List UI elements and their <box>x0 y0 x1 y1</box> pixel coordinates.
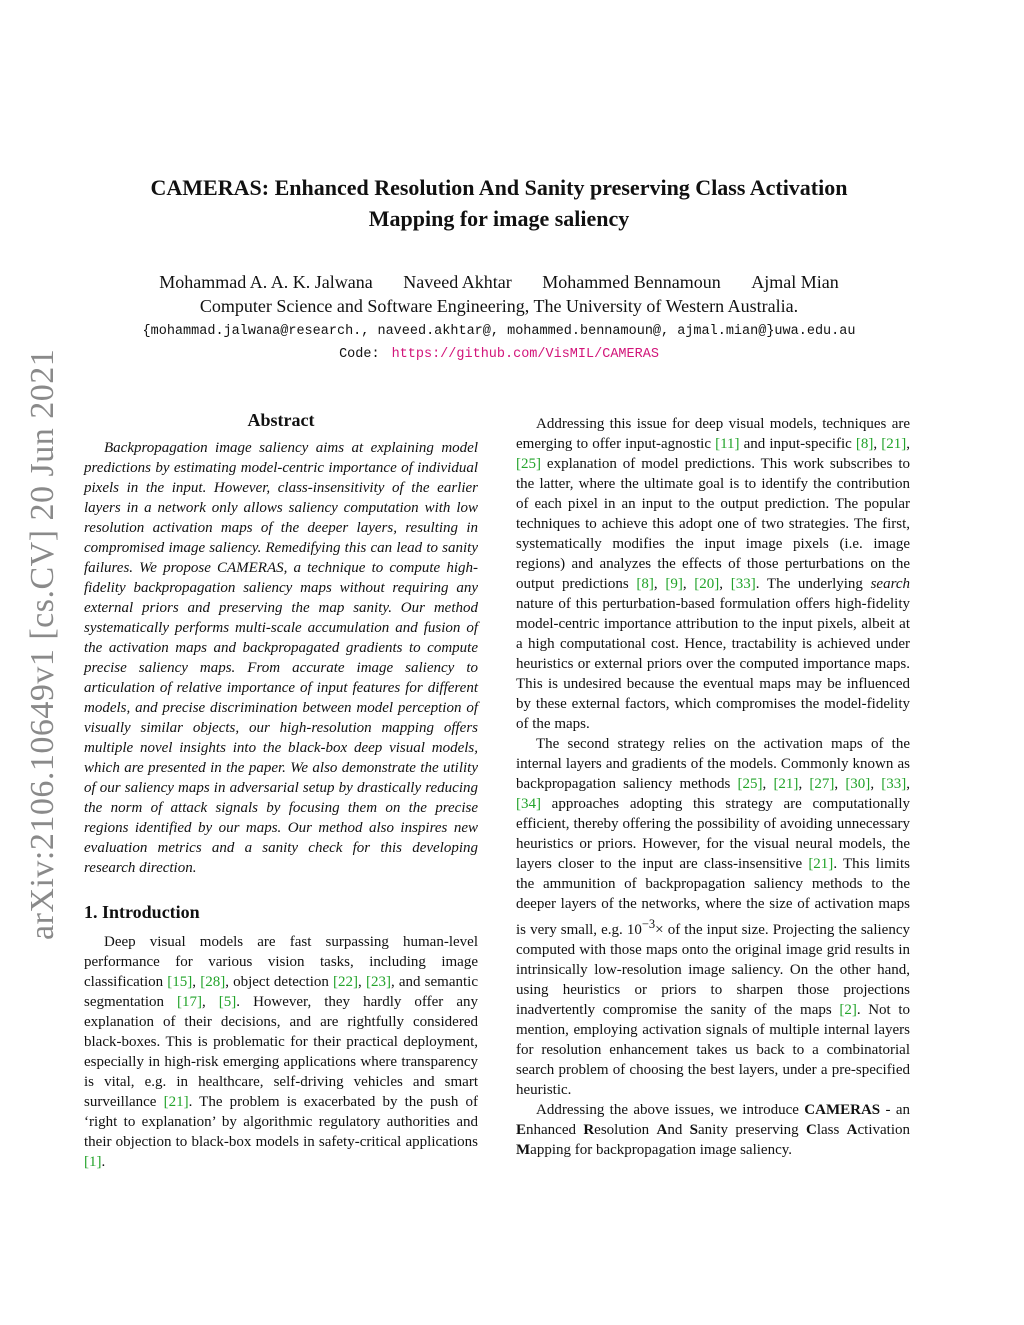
right-paragraph-1: Addressing this issue for deep visual models, techniques are emerging to offer input-agnostic [11] and input-specific [8], [21], [25] explanation of model predictions. This work subscribes to the latter, where the ultimate goal is to identify the contribution of each pixel in an input to the output prediction. The popular techniques to achieve this adopt one of two strategies. The first, systematically modifies the input image pixels (i.e. image regions) and analyzes the effects of those perturbations on the output predictions [8], [9], [20], [33]. The underlying search nature of this perturbation-based formulation offers high-fidelity model-centric importance attribution to the input pixels, albeit at a high computational cost. Hence, tractability is achieved under heuristics or external priors over the computed importance maps. This is undesired because the eventual maps may be influenced by these external factors, which compromises the model-fidelity of the maps. <box>516 416 911 732</box>
citation-link[interactable]: [33] <box>730 576 756 592</box>
citation-link[interactable]: [15] <box>167 974 193 990</box>
right-column <box>516 414 910 1160</box>
citation-link[interactable]: [9] <box>665 576 683 592</box>
intro-heading: 1. Introduction <box>84 902 200 922</box>
intro-paragraph-1: Deep visual models are fast surpassing human-level performance for various vision tasks, including image classification [15], [28], object detection [22], [23], and semantic segmentation [17], [5]. However, they hardly offer any explanation of their decisions, and are rightfully considered black-boxes. This is problematic for their practical deployment, especially in high-risk emerging applications where transparency is vital, e.g. in healthcare, self-driving vehicles and smart surveillance [21]. The problem is exacerbated by the push of ‘right to explanation’ by algorithmic regulatory authorities and their objection to black-box models in safety-critical applications [1]. <box>84 934 478 1170</box>
code-link[interactable]: https://github.com/VisMIL/CAMERAS <box>391 347 659 362</box>
abstract-heading: Abstract <box>247 410 315 430</box>
author-1: Mohammad A. A. K. Jalwana <box>159 272 373 292</box>
citation-link[interactable]: [20] <box>694 576 720 592</box>
citation-link[interactable]: [11] <box>715 436 740 452</box>
author-4: Ajmal Mian <box>751 272 839 292</box>
citation-link[interactable]: [28] <box>200 974 226 990</box>
citation-link[interactable]: [27] <box>809 776 835 792</box>
left-column <box>84 408 478 1172</box>
citation-link[interactable]: [21] <box>881 436 907 452</box>
citation-link[interactable]: [21] <box>808 856 834 872</box>
arxiv-stamp: arXiv:2106.10649v1 [cs.CV] 20 Jun 2021 <box>24 348 61 940</box>
code-line <box>90 345 908 365</box>
author-2: Naveed Akhtar <box>403 272 512 292</box>
author-3: Mohammed Bennamoun <box>542 272 721 292</box>
title-line-2: Mapping for image saliency <box>368 206 630 231</box>
paper-title <box>90 172 908 234</box>
citation-link[interactable]: [2] <box>839 1002 857 1018</box>
right-paragraph-2: The second strategy relies on the activation maps of the internal layers and gradients of the models. Commonly known as backpropagation saliency methods [25], [21], [27], [30], [33], [34] approaches adopting this strategy are computationally efficient, thereby offering the possibility of avoiding unnecessary heuristics or priors. However, for the visual neural models, the layers closer to the input are class-insensitive [21]. This limits the ammunition of backpropagation saliency methods to the deeper layers of the networks, where the size of activation maps is very small, e.g. $10^{-3}\times$ of the input size. Projecting the saliency computed with those maps onto the original image grid results in intrinsically low-resolution image saliency. On the other hand, using heuristics or priors to sharpen those projections inadvertently compromise the sanity of the maps [2]. Not to mention, employing activation signals of multiple internal layers for resolution enhancement takes us back to a combinatorial search problem of choosing the best layers, under a pre-specified heuristic. <box>516 736 910 1098</box>
title-line-1: CAMERAS: Enhanced Resolution And Sanity preserving Class Activation <box>150 175 848 200</box>
right-paragraph-3: Addressing the above issues, we introduce CAMERAS - an Enhanced Resolution And Sanity preserving Class Activation Mapping for backpropagation image saliency. <box>516 1102 910 1158</box>
citation-link[interactable]: [23] <box>365 974 391 990</box>
citation-link[interactable]: [21] <box>773 776 799 792</box>
citation-link[interactable]: [21] <box>163 1094 189 1110</box>
citation-link[interactable]: [25] <box>737 776 763 792</box>
affiliation: Computer Science and Software Engineering, The University of Western Australia. <box>199 296 799 316</box>
citation-link[interactable]: [17] <box>177 994 203 1010</box>
citation-link[interactable]: [34] <box>516 796 541 812</box>
citation-link[interactable]: [5] <box>218 994 237 1010</box>
author-list <box>90 270 908 294</box>
math-expression: $10^{-3}\times$ <box>626 917 664 938</box>
citation-link[interactable]: [25] <box>516 456 541 472</box>
citation-link[interactable]: [33] <box>881 776 907 792</box>
citation-link[interactable]: [22] <box>333 974 359 990</box>
method-name: CAMERAS <box>804 1102 881 1118</box>
citation-link[interactable]: [8] <box>636 576 654 592</box>
citation-link[interactable]: [8] <box>855 436 874 452</box>
emphasis-search: search <box>870 576 911 592</box>
citation-link[interactable]: [30] <box>845 776 871 792</box>
abstract-text: Backpropagation image saliency aims at explaining model predictions by estimating model-centric importance of individual pixels in the input. However, class-insensitivity of the earlier layers in a network only allows saliency computation with low resolution activation maps of the deeper layers, resulting in compromised image saliency. Remedifying this can lead to sanity failures. We propose CAMERAS, a technique to compute high-fidelity backpropagation saliency maps without requiring any external priors and preserving the map sanity. Our method systematically performs multi-scale accumulation and fusion of the activation maps and backpropagated gradients to compute precise saliency maps. From accurate image saliency to articulation of relative importance of input features for different models, and precise discrimination between model perception of visually similar objects, our high-resolution mapping offers multiple novel insights into the black-box deep visual models, which are presented in the paper. We also demonstrate the utility of our saliency maps in adversarial setup by drastically reducing the norm of attack signals by focusing them on the precise regions identified by our maps. Our method also inspires new evaluation metrics and a sanity check for this developing research direction. <box>84 440 478 876</box>
code-label: Code: <box>339 347 380 362</box>
citation-link[interactable]: [1] <box>84 1154 102 1170</box>
author-emails: {mohammad.jalwana@research., naveed.akhtar@, mohammed.bennamoun@, ajmal.mian@}uwa.edu.au <box>142 324 856 339</box>
